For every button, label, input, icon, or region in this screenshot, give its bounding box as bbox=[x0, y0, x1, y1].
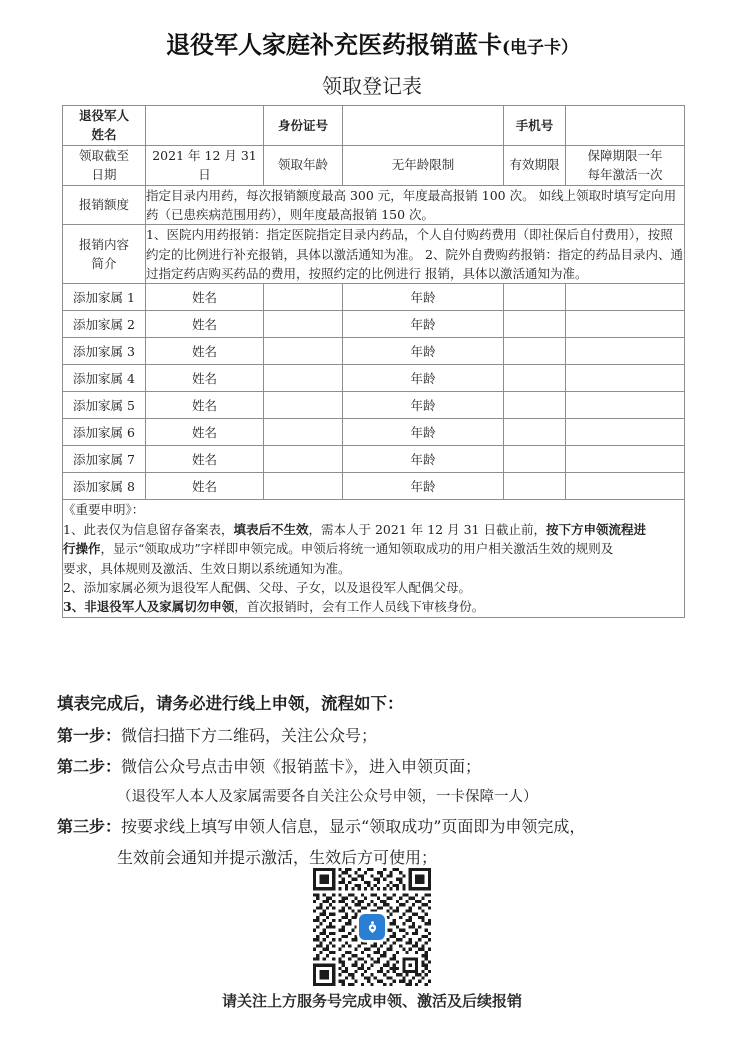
field-family-5-age[interactable] bbox=[504, 392, 566, 419]
page-title bbox=[0, 0, 744, 60]
table-row-family-member bbox=[63, 392, 685, 419]
registration-table-wrapper bbox=[62, 105, 684, 618]
application-steps bbox=[57, 688, 697, 873]
table-row-family-member bbox=[63, 311, 685, 338]
step-2 bbox=[57, 751, 697, 782]
field-family-8-age[interactable] bbox=[504, 473, 566, 500]
step-1 bbox=[57, 720, 697, 751]
label-family-4-age: 年龄 bbox=[343, 365, 504, 392]
field-family-6-age[interactable] bbox=[504, 419, 566, 446]
field-family-5-name[interactable] bbox=[264, 392, 343, 419]
field-family-3-age[interactable] bbox=[504, 338, 566, 365]
field-family-1-phone[interactable] bbox=[566, 284, 685, 311]
value-reimbursement-quota bbox=[146, 185, 685, 225]
table-row-family-member bbox=[63, 365, 685, 392]
step-3-continued: 生效前会通知并提示激活，生效后方可使用； bbox=[117, 848, 438, 867]
statement-item-1-line-1 bbox=[63, 520, 684, 539]
label-family-2-name: 姓名 bbox=[146, 311, 264, 338]
label-family-3-name: 姓名 bbox=[146, 338, 264, 365]
quota-line-2: 如线上领取时填写定向用药（已患疾病范围用药），则年度最高报销 150 次。 bbox=[146, 187, 677, 222]
label-family-2: 添加家属 2 bbox=[63, 311, 146, 338]
label-family-5-name: 姓名 bbox=[146, 392, 264, 419]
step-1-key: 第一步： bbox=[57, 726, 122, 746]
label-family-7-name: 姓名 bbox=[146, 446, 264, 473]
qr-code[interactable] bbox=[313, 868, 431, 986]
field-family-2-age[interactable] bbox=[504, 311, 566, 338]
stmt3-b: ，首次报销时，会有工作人员线下审核身份。 bbox=[234, 599, 485, 615]
registration-table bbox=[62, 105, 685, 618]
label-family-7: 添加家属 7 bbox=[63, 446, 146, 473]
statement-item-3 bbox=[63, 597, 684, 616]
field-family-6-name[interactable] bbox=[264, 419, 343, 446]
label-veteran-id: 身份证号 bbox=[264, 106, 343, 146]
step-3-text: 按要求线上填写申领人信息，显示“领取成功”页面即为申领完成， bbox=[121, 816, 586, 836]
dove-emblem-glyph bbox=[364, 919, 381, 936]
label-family-5-age: 年龄 bbox=[343, 392, 504, 419]
label-family-3-age: 年龄 bbox=[343, 338, 504, 365]
statement-item-1-line-3: 要求，具体规则及激活、生效日期以系统通知为准。 bbox=[63, 560, 351, 576]
stmt1-a: 1、此表仅为信息留存备案表， bbox=[63, 521, 234, 537]
steps-note: （退役军人本人及家属需要各自关注公众号申领，一卡保障一人） bbox=[117, 788, 538, 805]
table-row-family-member bbox=[63, 338, 685, 365]
field-family-6-phone[interactable] bbox=[566, 419, 685, 446]
field-family-2-name[interactable] bbox=[264, 311, 343, 338]
statement-item-1-line-2 bbox=[63, 539, 684, 558]
field-family-1-age[interactable] bbox=[504, 284, 566, 311]
statement-heading: 《重要申明》： bbox=[63, 502, 145, 518]
field-family-3-phone[interactable] bbox=[566, 338, 685, 365]
statement-item-2: 2、添加家属必须为退役军人配偶、父母、子女，以及退役军人配偶父母。 bbox=[63, 579, 471, 595]
steps-lead: 填表完成后，请务必进行线上申领，流程如下： bbox=[57, 694, 404, 713]
qr-footer-note: 请关注上方服务号完成申领、激活及后续报销 bbox=[221, 992, 522, 1010]
label-family-4-name: 姓名 bbox=[146, 365, 264, 392]
qr-code-area bbox=[0, 868, 744, 990]
field-family-7-age[interactable] bbox=[504, 446, 566, 473]
table-row-family-member bbox=[63, 473, 685, 500]
label-family-3: 添加家属 3 bbox=[63, 338, 146, 365]
label-family-8-name: 姓名 bbox=[146, 473, 264, 500]
page-title-paren: (电子卡） bbox=[501, 38, 579, 58]
label-veteran-name: 退役军人 姓名 bbox=[63, 106, 146, 146]
label-family-6: 添加家属 6 bbox=[63, 419, 146, 446]
field-veteran-id[interactable] bbox=[343, 106, 504, 146]
label-family-1: 添加家属 1 bbox=[63, 284, 146, 311]
label-family-6-age: 年龄 bbox=[343, 419, 504, 446]
label-family-5: 添加家属 5 bbox=[63, 392, 146, 419]
content-line-4: 报销，具体以激活通知为准。 bbox=[425, 266, 588, 281]
step-2-text: 微信公众号点击申领《报销蓝卡》，进入申领页面； bbox=[121, 757, 482, 777]
step-1-text: 微信扫描下方二维码，关注公众号； bbox=[121, 726, 378, 746]
label-family-2-age: 年龄 bbox=[343, 311, 504, 338]
stmt1-d: 按下方申领流程进 bbox=[545, 521, 646, 537]
field-veteran-name[interactable] bbox=[146, 106, 264, 146]
value-validity-period: 保障期限一年 每年激活一次 bbox=[566, 145, 685, 185]
field-family-2-phone[interactable] bbox=[566, 311, 685, 338]
stmt3-a: 3、非退役军人及家属切勿申领 bbox=[63, 599, 235, 615]
page-title-text: 退役军人家庭补充医药报销蓝卡 bbox=[165, 30, 502, 59]
step-3 bbox=[57, 811, 697, 842]
table-row-veteran-identity bbox=[63, 106, 685, 146]
table-row-important-statement bbox=[63, 500, 685, 617]
label-family-1-name: 姓名 bbox=[146, 284, 264, 311]
content-line-3: 2、院外自费购药报销：指定的药品目录内、通过指定药店购买药品的费用，按照约定的比例进行 bbox=[146, 246, 683, 281]
label-family-7-age: 年龄 bbox=[343, 446, 504, 473]
page-subtitle: 领取登记表 bbox=[322, 74, 422, 98]
label-veteran-phone: 手机号 bbox=[504, 106, 566, 146]
label-family-8: 添加家属 8 bbox=[63, 473, 146, 500]
stmt1-b: 填表后不生效 bbox=[233, 521, 309, 537]
stmt1-e: 行操作 bbox=[63, 541, 101, 557]
table-row-family-member bbox=[63, 419, 685, 446]
field-family-3-name[interactable] bbox=[264, 338, 343, 365]
field-family-7-name[interactable] bbox=[264, 446, 343, 473]
field-family-4-name[interactable] bbox=[264, 365, 343, 392]
content-line-1: 1、医院内用药报销：指定医院指定目录内药品，个人自付购药费用（即社保后自付费用），按照 bbox=[146, 227, 673, 243]
stmt1-f: ，显示“领取成功”字样即申领完成。申领后将统一通知领取成功的用户相关激活生效的规则及 bbox=[100, 541, 614, 557]
step-2-key: 第二步： bbox=[57, 757, 122, 777]
label-claim-age: 领取年龄 bbox=[264, 145, 343, 185]
table-row-quota bbox=[63, 185, 685, 225]
table-row-deadline bbox=[63, 145, 685, 185]
field-family-1-name[interactable] bbox=[264, 284, 343, 311]
field-family-7-phone[interactable] bbox=[566, 446, 685, 473]
table-row-content-summary bbox=[63, 225, 685, 284]
field-family-4-age[interactable] bbox=[504, 365, 566, 392]
field-family-8-name[interactable] bbox=[264, 473, 343, 500]
label-family-8-age: 年龄 bbox=[343, 473, 504, 500]
quota-line-1: 指定目录内用药，每次报销额度最高 300 元，年度最高报销 100 次。 bbox=[146, 187, 535, 203]
stmt1-c: ，需本人于 2021 年 12 月 31 日截止前， bbox=[308, 521, 546, 537]
label-claim-deadline: 领取截至 日期 bbox=[63, 145, 146, 185]
content-line-2: 约定的比例进行补充报销，具体以激活通知为准。 bbox=[146, 246, 422, 262]
value-claim-deadline: 2021 年 12 月 31 日 bbox=[146, 145, 264, 185]
label-family-4: 添加家属 4 bbox=[63, 365, 146, 392]
step-3-key: 第三步： bbox=[57, 816, 122, 836]
field-family-8-phone[interactable] bbox=[566, 473, 685, 500]
table-row-family-member bbox=[63, 284, 685, 311]
label-family-6-name: 姓名 bbox=[146, 419, 264, 446]
label-family-1-age: 年龄 bbox=[343, 284, 504, 311]
dove-emblem-icon bbox=[359, 914, 385, 940]
table-row-family-member bbox=[63, 446, 685, 473]
value-claim-age: 无年龄限制 bbox=[343, 145, 504, 185]
field-veteran-phone[interactable] bbox=[566, 106, 685, 146]
label-content-summary: 报销内容 简介 bbox=[63, 225, 146, 284]
label-validity-period: 有效期限 bbox=[504, 145, 566, 185]
label-reimbursement-quota: 报销额度 bbox=[63, 185, 146, 225]
field-family-4-phone[interactable] bbox=[566, 365, 685, 392]
important-statement bbox=[63, 500, 685, 617]
value-content-summary bbox=[146, 225, 685, 284]
field-family-5-phone[interactable] bbox=[566, 392, 685, 419]
